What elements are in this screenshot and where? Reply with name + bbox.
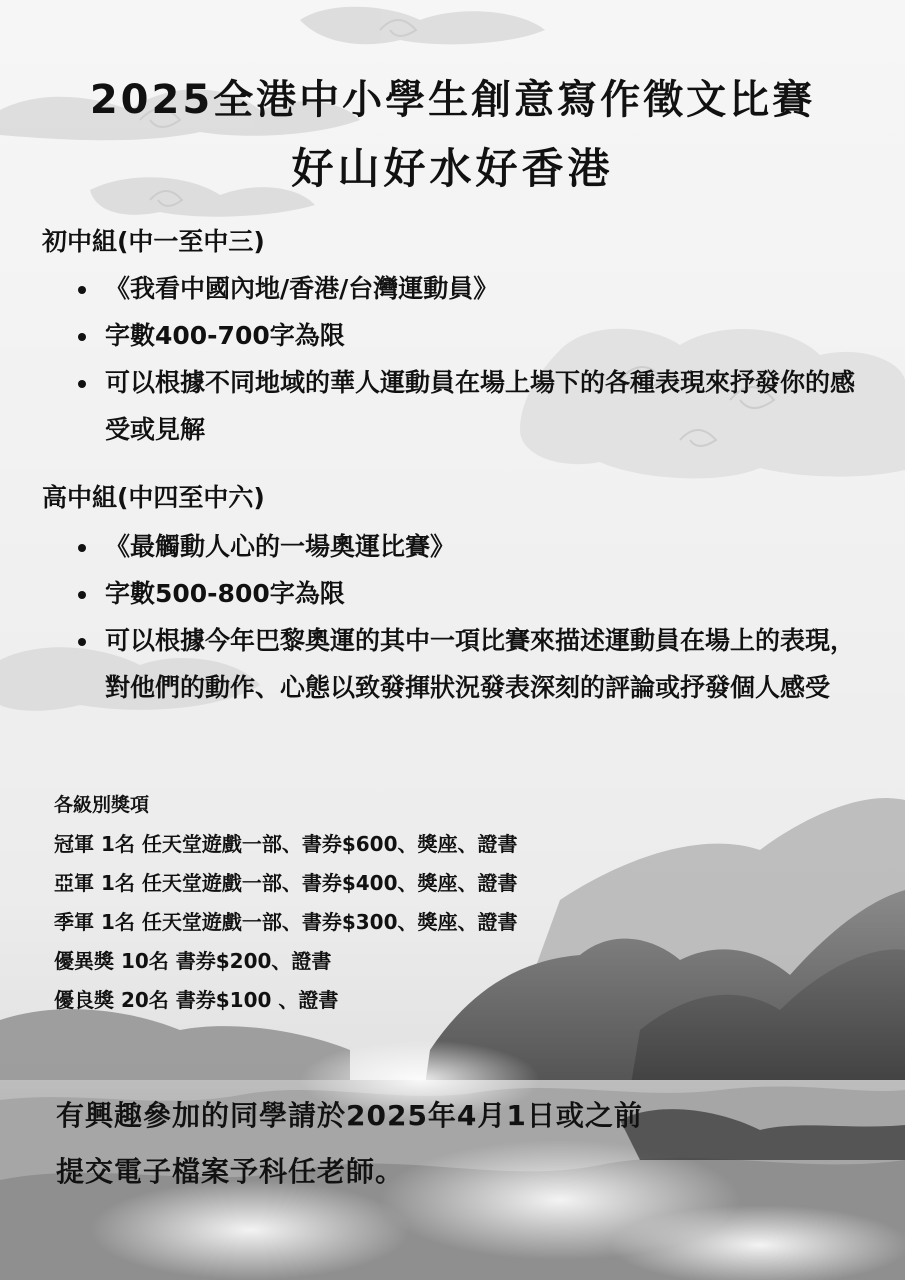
prize-row-merit: 優異獎 10名 書券$200、證書 bbox=[54, 949, 332, 973]
submission-notice-line-2: 提交電子檔案予科任老師。 bbox=[56, 1155, 405, 1188]
junior-group-list bbox=[75, 265, 855, 453]
prize-row-second-runner-up: 季軍 1名 任天堂遊戲一部、書券$300、獎座、證書 bbox=[54, 910, 518, 934]
list-item: 字數500-800字為限 bbox=[75, 570, 855, 617]
list-item: 《最觸動人心的一場奧運比賽》 bbox=[75, 523, 855, 570]
list-item: 《我看中國內地/香港/台灣運動員》 bbox=[75, 265, 855, 312]
senior-group-heading: 高中組(中四至中六) bbox=[42, 483, 265, 512]
list-item: 字數400-700字為限 bbox=[75, 312, 855, 359]
submission-notice bbox=[56, 1088, 856, 1200]
prize-row-champion: 冠軍 1名 任天堂遊戲一部、書券$600、獎座、證書 bbox=[54, 832, 518, 856]
prizes-heading: 各級別獎項 bbox=[54, 794, 150, 816]
list-item: 可以根據今年巴黎奧運的其中一項比賽來描述運動員在場上的表現，對他們的動作、心態以致發揮狀況發表深刻的評論或抒發個人感受 bbox=[75, 617, 855, 711]
list-item: 可以根據不同地域的華人運動員在場上場下的各種表現來抒發你的感受或見解 bbox=[75, 359, 855, 453]
submission-notice-line-1: 有興趣參加的同學請於2025年4月1日或之前 bbox=[56, 1099, 643, 1132]
poster-title: 2025全港中小學生創意寫作徵文比賽 bbox=[89, 77, 816, 123]
prize-row-good: 優良獎 20名 書券$100 、證書 bbox=[54, 988, 339, 1012]
poster-subtitle: 好山好水好香港 bbox=[291, 144, 614, 193]
junior-group-heading: 初中組(中一至中三) bbox=[42, 227, 265, 256]
prizes-section bbox=[54, 786, 814, 1020]
prize-row-first-runner-up: 亞軍 1名 任天堂遊戲一部、書券$400、獎座、證書 bbox=[54, 871, 518, 895]
senior-group-list bbox=[75, 523, 855, 711]
